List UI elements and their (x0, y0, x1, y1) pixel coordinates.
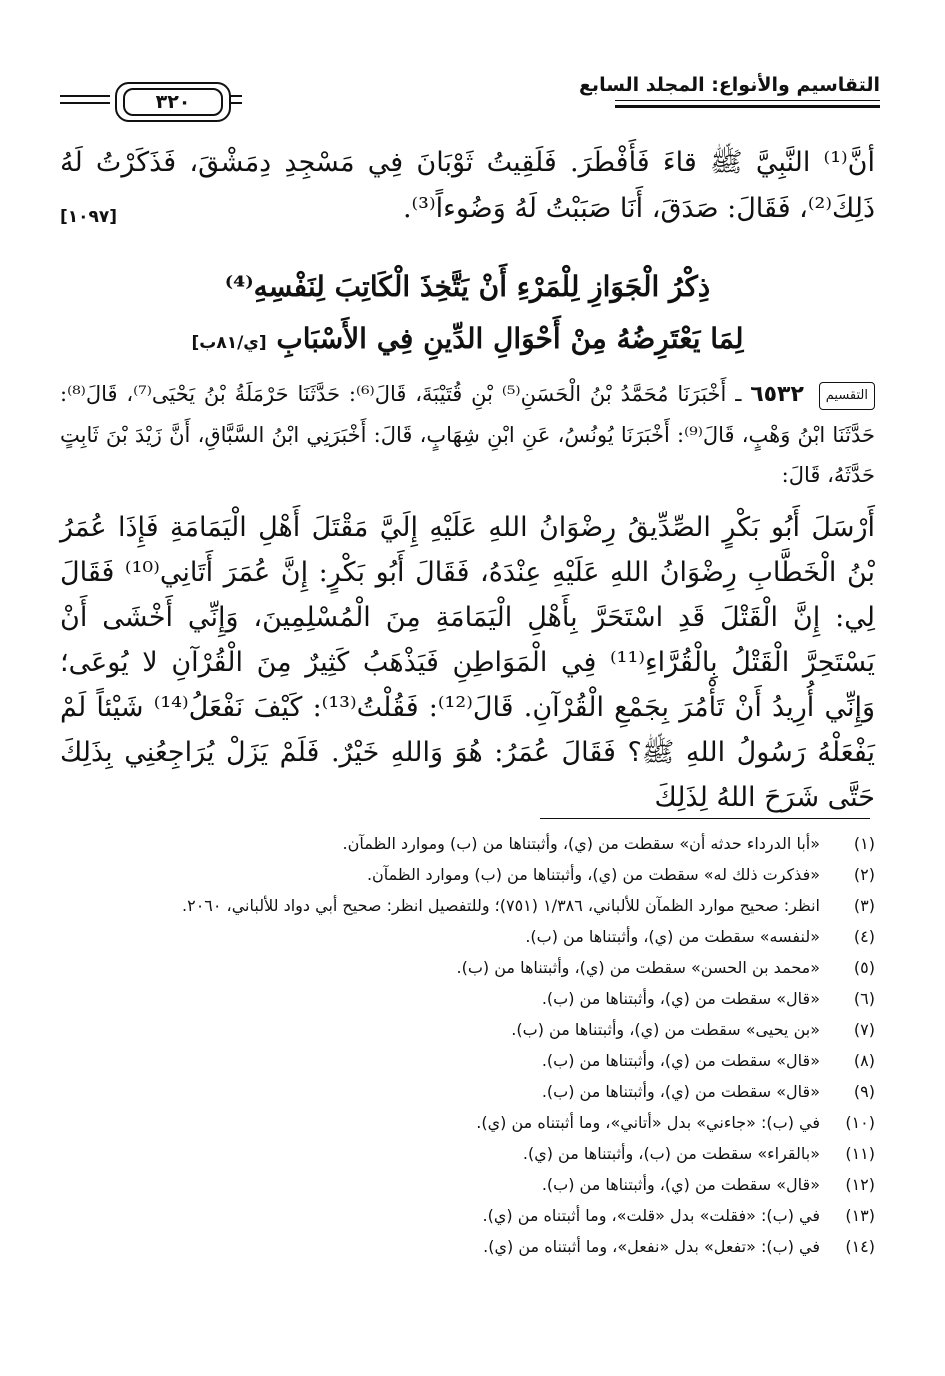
hadith-main-text: أَرْسَلَ أَبُو بَكْرٍ الصِّدِّيقُ رِضْوَانُ اللهِ عَلَيْهِ إِلَيَّ مَقْتَلَ أَهْلِ الْيَمَامَةِ فَإِذَا عُمَرُ بْنُ الْخَطَّابِ رِضْوَانُ اللهِ عَلَيْهِ عِنْدَهُ، فَقَالَ أَبُو بَكْرٍ: إِنَّ عُمَرَ أَتَانِي⁽¹⁰⁾ فَقَالَ لِي: إِنَّ الْقَتْلَ قَدِ اسْتَحَرَّ بِأَهْلِ الْيَمَامَةِ مِنَ الْمُسْلِمِينَ، وَإِنِّي أَخْشَى أَنْ يَسْتَحِرَّ الْقَتْلُ بِالْقُرَّاءِ⁽¹¹⁾ فِي الْمَوَاطِنِ فَيَذْهَبُ كَثِيرٌ مِنَ الْقُرْآنِ لا يُوعَى؛ وَإِنِّي أُرِيدُ أَنْ تَأْمُرَ بِجَمْعِ الْقُرْآنِ. قَالَ⁽¹²⁾: فَقُلْتُ⁽¹³⁾: كَيْفَ نَفْعَلُ⁽¹⁴⁾ شَيْئاً لَمْ يَفْعَلْهُ رَسُولُ اللهِ ﷺ؟ فَقَالَ عُمَرُ: هُوَ وَاللهِ خَيْرٌ. فَلَمْ يَزَلْ يُرَاجِعُنِي بِذَلِكَ حَتَّى شَرَحَ اللهُ لِذَلِكَ (60, 512, 876, 813)
footnote-number: (٩) (853, 1082, 875, 1101)
footnote-number: (٥) (853, 958, 875, 977)
hadith-number: ٦٥٣٢ (750, 382, 804, 407)
running-title: التقاسيم والأنواع: المجلد السابع (578, 74, 880, 96)
footnote-text: في (ب): «فقلت» بدل «قلت»، وما أثبتناه من (ي). (482, 1206, 820, 1225)
page-number: ٣٢٠ (123, 88, 223, 116)
footnote-text: «قال» سقطت من (ي)، وأثبتناها من (ب). (541, 989, 820, 1008)
heading-text: لِمَا يَعْتَرِضُهُ مِنْ أَحْوَالِ الدِّينِ فِي الأَسْبَابِ (276, 322, 744, 355)
footnote-text: «بن يحيى» سقطت من (ي)، وأثبتناها من (ب). (511, 1020, 820, 1039)
footnote-separator (540, 818, 870, 819)
footnote-text: «بالقراء» سقطت من (ب)، وأثبتناها من (ي). (522, 1144, 820, 1163)
footnote-text: «فذكرت ذلك له» سقطت من (ي)، وأثبتناها من (ب) وموارد الظمآن. (366, 865, 820, 884)
footnote-number: (١٤) (845, 1237, 875, 1256)
header-ornament (60, 95, 110, 109)
header-rule (615, 100, 880, 101)
footnote-number: (٨) (853, 1051, 875, 1070)
footnote (60, 1200, 875, 1231)
footnote (60, 859, 875, 890)
footnote-text: انظر: صحيح موارد الظمآن للألباني، ١/٣٨٦ (٧٥١)؛ وللتفصيل انظر: صحيح أبي دواد للألباني، ٢٠٦٠. (182, 896, 820, 915)
footnote-text: «لنفسه» سقطت من (ي)، وأثبتناها من (ب). (525, 927, 820, 946)
hadith-ending-paragraph (60, 140, 875, 240)
isnad-text: ـ أَخْبَرَنَا مُحَمَّدُ بْنُ الْحَسَنِ⁽⁵⁾ بْنِ قُتَيْبَةَ، قَالَ⁽⁶⁾: حَدَّثَنَا حَرْمَلَةُ بْنُ يَحْيَى⁽⁷⁾، قَالَ⁽⁸⁾: حَدَّثَنَا ابْنُ وَهْبٍ، قَالَ⁽⁹⁾: أَخْبَرَنَا يُونُسُ، عَنِ ابْنِ شِهَابٍ، قَالَ: أَخْبَرَنِي ابْنُ السَّبَّاقِ، أَنَّ زَيْدَ بْنَ ثَابِتٍ حَدَّثَهُ، قَالَ: (60, 382, 875, 487)
footnote-number: (١٢) (845, 1175, 875, 1194)
footnote-text: «محمد بن الحسن» سقطت من (ي)، وأثبتناها من (ب). (456, 958, 820, 977)
footnote (60, 1169, 875, 1200)
footnote (60, 828, 875, 859)
page-header (60, 70, 880, 128)
footnote (60, 983, 875, 1014)
footnote-number: (٢) (853, 865, 875, 884)
footnote (60, 890, 875, 921)
footnote (60, 1076, 875, 1107)
manuscript-reference: [ي/٨١ب] (191, 333, 267, 353)
footnote (60, 1107, 875, 1138)
footnote-number: (١٣) (845, 1206, 875, 1225)
footnote (60, 1045, 875, 1076)
footnote-number: (٤) (853, 927, 875, 946)
footnote-text: في (ب): «تفعل» بدل «نفعل»، وما أثبتناه من (ي). (483, 1237, 820, 1256)
header-rule (615, 105, 880, 108)
footnote (60, 921, 875, 952)
footnote-text: «قال» سقطت من (ي)، وأثبتناها من (ب). (541, 1082, 820, 1101)
footnotes-list (60, 828, 875, 1262)
chapter-heading-line-2 (60, 314, 875, 368)
footnote-number: (١) (853, 834, 875, 853)
footnote-text: في (ب): «جاءني» بدل «أتاني»، وما أثبتناه من (ي). (476, 1113, 820, 1132)
footnote-text: «أبا الدرداء حدثه أن» سقطت من (ي)، وأثبتناها من (ب) وموارد الظمآن. (342, 834, 820, 853)
footnote-number: (٣) (853, 896, 875, 915)
footnote (60, 1138, 875, 1169)
taqsim-badge: التقسيم (819, 382, 875, 410)
footnote-text: «قال» سقطت من (ي)، وأثبتناها من (ب). (541, 1175, 820, 1194)
footnote-number: (١٠) (845, 1113, 875, 1132)
footnote (60, 1014, 875, 1045)
footnote-number: (٦) (853, 989, 875, 1008)
page-number-frame (115, 82, 231, 122)
footnote (60, 1231, 875, 1262)
hadith-reference: [١٠٩٧] (60, 207, 118, 227)
footnote-text: «قال» سقطت من (ي)، وأثبتناها من (ب). (541, 1051, 820, 1070)
footnote-number: (١١) (845, 1144, 875, 1163)
footnote-number: (٧) (853, 1020, 875, 1039)
header-ornament (230, 95, 242, 109)
footnote (60, 952, 875, 983)
isnad-paragraph (60, 374, 875, 495)
chapter-heading-line-1: ذِكْرُ الْجَوَازِ لِلْمَرْءِ أَنْ يَتَّخِذَ الْكَاتِبَ لِنَفْسِهِ⁽⁴⁾ (224, 270, 711, 303)
paragraph-text: أنَّ⁽¹⁾ النَّبِيَّ ﷺ قاءَ فَأَفْطَرَ. فَلَقِيتُ ثَوْبَانَ فِي مَسْجِدِ دِمَشْقَ، فَذَكَرْتُ لَهُ ذَلِكَ⁽²⁾، فَقَالَ: صَدَقَ، أَنَا صَبَبْتُ لَهُ وَضُوءاً⁽³⁾. (60, 147, 875, 224)
